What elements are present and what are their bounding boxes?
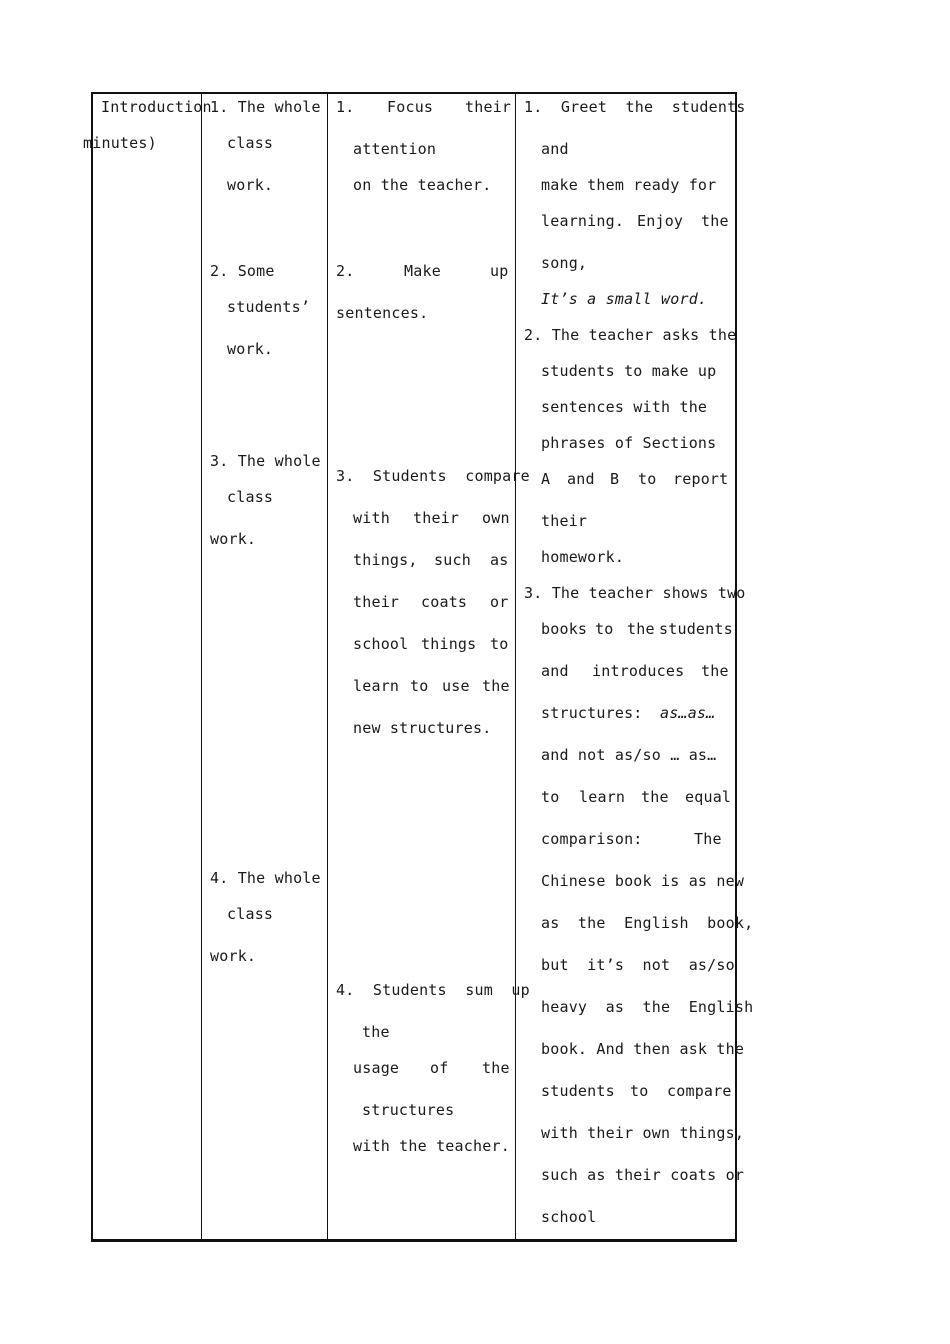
student-activity-1-line: on the teacher.: [353, 176, 492, 194]
teacher-activity-2-word: A: [541, 470, 551, 488]
teacher-activity-3-line: school: [541, 1208, 597, 1226]
teacher-activity-3-line: and not as/so … as…: [541, 746, 717, 764]
teacher-activity-2-word: B: [610, 470, 620, 488]
student-activity-2-word: Make: [404, 262, 441, 280]
student-activity-4-word: the: [482, 1059, 510, 1077]
teacher-activity-3-word: comparison:: [541, 830, 643, 848]
student-activity-1-line: attention: [353, 140, 437, 158]
stage-name-line1: Introduction: [101, 98, 212, 116]
teacher-activity-1-line: 1. Greet the students: [524, 98, 746, 116]
teacher-activity-3-line: heavy as the English: [541, 998, 754, 1016]
teacher-activity-3-word: the: [701, 662, 729, 680]
form-2-line2: students’: [227, 298, 311, 316]
teacher-activity-2-word: report: [673, 470, 729, 488]
teacher-activity-3-word: learn: [579, 788, 626, 806]
student-activity-1-num: 1.: [336, 98, 355, 116]
teacher-activity-3-line: with their own things,: [541, 1124, 745, 1142]
teacher-activity-1-word: Enjoy: [637, 212, 684, 230]
form-3-line3: work.: [210, 530, 257, 548]
student-activity-3-word: with: [353, 509, 390, 527]
form-1-line2: class: [227, 134, 274, 152]
teacher-activity-2-line: 2. The teacher asks the: [524, 326, 737, 344]
teacher-activity-3-line: Chinese book is as new: [541, 872, 745, 890]
teacher-activity-3-word: introduces: [592, 662, 685, 680]
teacher-activity-2-word: and: [567, 470, 595, 488]
form-4-line2: class: [227, 905, 274, 923]
student-activity-3-word: school: [353, 635, 409, 653]
student-activity-3-word: own: [482, 509, 510, 527]
student-activity-3-word: the: [482, 677, 510, 695]
form-2-line3: work.: [227, 340, 274, 358]
teacher-activity-3-word: to: [630, 1082, 649, 1100]
form-1-line1: 1. The whole: [210, 98, 321, 116]
song-title: It’s a small word.: [541, 290, 708, 308]
student-activity-3-word: things: [421, 635, 477, 653]
teacher-activity-3-word: The: [694, 830, 722, 848]
teacher-activity-3-word: equal: [685, 788, 732, 806]
student-activity-1-word: Focus: [387, 98, 434, 116]
student-activity-3-word: their: [353, 593, 400, 611]
form-1-line3: work.: [227, 176, 274, 194]
teacher-activity-3-word: compare: [667, 1082, 732, 1100]
student-activity-3-word: coats: [421, 593, 468, 611]
teacher-activity-3-word: the: [641, 788, 669, 806]
stage-cell: [83, 92, 212, 1239]
teacher-activity-3-line: book. And then ask the: [541, 1040, 745, 1058]
form-4-line1: 4. The whole: [210, 869, 321, 887]
form-2-line1: 2. Some: [210, 262, 275, 280]
student-activities-cell: [328, 92, 530, 1239]
teacher-activity-1-word: the: [701, 212, 729, 230]
teacher-activity-2-line: phrases of Sections: [541, 434, 717, 452]
teacher-activities-cell: [516, 92, 754, 1239]
form-3-line2: class: [227, 488, 274, 506]
student-activity-4-word: usage: [353, 1059, 400, 1077]
teacher-activity-3-line: but it’s not as/so: [541, 956, 735, 974]
teacher-activity-3-word: to: [541, 788, 560, 806]
teacher-activity-3-word: students: [541, 1082, 615, 1100]
table-border-right: [735, 92, 737, 1242]
teacher-activity-2-line: homework.: [541, 548, 625, 566]
teacher-activity-3-line: 3. The teacher shows two: [524, 584, 746, 602]
student-activity-4-line: structures: [362, 1101, 455, 1119]
teacher-activity-3-word: to: [595, 620, 614, 638]
student-activity-3-word: as: [490, 551, 509, 569]
student-activity-3-line: 3. Students compare: [336, 467, 530, 485]
table-border-bottom: [91, 1239, 737, 1242]
teacher-activity-3-word: the: [627, 620, 655, 638]
student-activity-3-word: to: [410, 677, 429, 695]
student-activity-2-word: up: [490, 262, 509, 280]
lesson-plan-table: [83, 92, 754, 1242]
student-activity-3-word: to: [490, 635, 509, 653]
teacher-activity-3-word: structures:: [541, 704, 643, 722]
student-activity-4-line: 4. Students sum up: [336, 981, 530, 999]
teacher-activity-2-line: students to make up: [541, 362, 717, 380]
teacher-activity-1-line: make them ready for: [541, 176, 717, 194]
teacher-activity-3-line: as the English book,: [541, 914, 754, 932]
student-activity-3-word: their: [413, 509, 460, 527]
student-activity-4-word: the: [362, 1023, 390, 1041]
student-activity-3-word: learn: [353, 677, 400, 695]
teacher-activity-3-line: such as their coats or: [541, 1166, 745, 1184]
student-activity-2-line: sentences.: [336, 304, 429, 322]
student-activity-4-line: with the teacher.: [353, 1137, 510, 1155]
teacher-activity-2-line: their: [541, 512, 588, 530]
structure-as-as: as…as…: [660, 704, 716, 722]
student-activity-3-word: use: [442, 677, 470, 695]
teacher-activity-3-word: books: [541, 620, 588, 638]
form-3-line1: 3. The whole: [210, 452, 321, 470]
student-activity-3-line: new structures.: [353, 719, 492, 737]
form-4-line3: work.: [210, 947, 257, 965]
teacher-activity-1-line: and: [541, 140, 569, 158]
teacher-activity-1-line: song,: [541, 254, 588, 272]
teacher-activity-2-line: sentences with the: [541, 398, 708, 416]
student-activity-3-word: such: [434, 551, 471, 569]
forms-cell: [202, 92, 327, 1239]
student-activity-4-word: of: [430, 1059, 449, 1077]
student-activity-3-word: or: [490, 593, 509, 611]
student-activity-1-word: their: [465, 98, 512, 116]
teacher-activity-1-word: learning.: [541, 212, 625, 230]
teacher-activity-3-word: students: [659, 620, 733, 638]
teacher-activity-3-word: and: [541, 662, 569, 680]
student-activity-3-word: things,: [353, 551, 418, 569]
stage-name-line2: minutes): [83, 134, 157, 152]
student-activity-2-num: 2.: [336, 262, 355, 280]
teacher-activity-2-word: to: [638, 470, 657, 488]
